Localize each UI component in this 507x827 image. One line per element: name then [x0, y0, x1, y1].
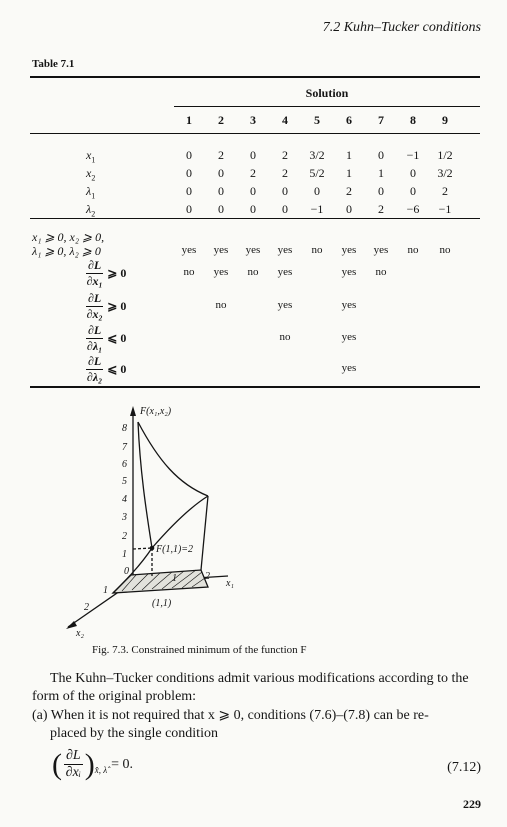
table-cell: no: [375, 266, 387, 278]
page-number: 229: [463, 797, 481, 811]
fraction-denominator: ∂λ₁: [86, 339, 103, 353]
equation-label: (7.12): [447, 760, 481, 775]
table-cell: 2: [218, 148, 224, 162]
solution-rule: [174, 106, 480, 107]
table-cell: 3/2: [437, 166, 453, 180]
fraction-denominator: ∂x₂: [86, 307, 103, 321]
table-cell: 2: [250, 166, 256, 180]
table-cell: 0: [186, 166, 192, 180]
left-paren: (: [52, 747, 62, 781]
table-top-rule: [30, 76, 480, 78]
condition-label-line1: x₁ ⩾ 0, x₂ ⩾ 0,: [32, 230, 105, 244]
derivative-fraction: [86, 323, 103, 354]
eq-rhs: = 0.: [111, 756, 134, 772]
table-cell: 2: [282, 166, 288, 180]
table-cell: yes: [277, 299, 293, 311]
column-header: 4: [282, 113, 288, 127]
table-cell: no: [311, 244, 323, 256]
column-header: 7: [378, 113, 384, 127]
x1-tick: 1: [172, 573, 177, 584]
table-cell: 0: [410, 166, 416, 180]
figure-7-3: [60, 400, 260, 640]
table-cell: 1: [346, 148, 352, 162]
f-axis-arrowhead: [130, 406, 136, 416]
table-cell: 2: [282, 148, 288, 162]
table-cell: no: [439, 244, 451, 256]
table-cell: 0: [378, 148, 384, 162]
derivative-fraction: [86, 291, 103, 322]
row-label-symbol: x: [86, 166, 92, 180]
x1-tick: 2: [205, 571, 210, 582]
fraction-numerator: ∂L: [88, 323, 102, 337]
y-tick: 3: [122, 512, 127, 523]
row-label: [86, 202, 95, 218]
table-cell: no: [407, 244, 419, 256]
table-bottom-rule: [30, 386, 480, 388]
derivative-condition-label: [86, 354, 126, 385]
table-cell: 0: [218, 184, 224, 198]
figure-caption: Fig. 7.3. Constrained minimum of the function F: [92, 644, 307, 656]
y-tick: 6: [122, 459, 127, 470]
table-cell: yes: [341, 244, 357, 256]
row-label-subscript: 2: [91, 209, 96, 219]
row-label-subscript: 2: [91, 173, 96, 183]
condition-label-line2: λ₁ ⩾ 0, λ₂ ⩾ 0: [32, 244, 101, 258]
fraction-denominator: ∂x₁: [86, 274, 103, 288]
derivative-condition-label: [86, 323, 126, 354]
table-cell: yes: [341, 362, 357, 374]
table-cell: 1: [378, 166, 384, 180]
table-cell: 0: [218, 202, 224, 216]
fraction-numerator: ∂L: [88, 258, 102, 272]
table-cell: 2: [346, 184, 352, 198]
table-cell: 0: [186, 148, 192, 162]
minimum-point: [150, 546, 155, 551]
table-cell: 0: [378, 184, 384, 198]
table-cell: yes: [181, 244, 197, 256]
item-a-line2: placed by the single condition: [50, 726, 218, 741]
surface-front-edge: [152, 496, 208, 548]
base-point-label: (1,1): [152, 598, 172, 609]
y-tick: 1: [122, 549, 127, 560]
column-header: 2: [218, 113, 224, 127]
origin-label: 0: [124, 566, 129, 577]
surface-right-edge: [201, 496, 208, 570]
equation-7-12: [52, 748, 133, 781]
table-cell: 0: [186, 202, 192, 216]
derivative-fraction: [86, 258, 103, 289]
table-cell: no: [215, 299, 227, 311]
table-cell: 0: [282, 202, 288, 216]
running-header: 7.2 Kuhn–Tucker conditions: [322, 20, 481, 35]
column-header: 3: [250, 113, 256, 127]
table-cell: 0: [250, 184, 256, 198]
table-cell: yes: [373, 244, 389, 256]
x2-tick: 2: [84, 602, 89, 613]
eq-subscript: x̂, λ̂: [94, 765, 108, 775]
f-axis-label: F(x₁,x₂): [140, 406, 172, 417]
x2-axis-label: x₂: [76, 628, 84, 639]
row-label-subscript: 1: [91, 155, 96, 165]
fraction-denominator: ∂λ₂: [86, 370, 103, 384]
relation: ⩾ 0: [107, 266, 127, 280]
surface-left-edge: [138, 422, 152, 548]
table-cell: 0: [186, 184, 192, 198]
right-paren: ): [84, 747, 95, 781]
derivative-fraction: [86, 354, 103, 385]
table-cell: 0: [218, 166, 224, 180]
column-header: 1: [186, 113, 192, 127]
fraction-numerator: ∂L: [88, 354, 102, 368]
relation: ⩽ 0: [107, 331, 127, 345]
table-cell: 0: [250, 202, 256, 216]
y-tick: 7: [122, 442, 127, 453]
body-paragraph: The Kuhn–Tucker conditions admit various modifications according to the form of the original problem:: [32, 671, 469, 704]
y-tick: 8: [122, 423, 127, 434]
table-cell: 1/2: [437, 148, 453, 162]
table-cell: yes: [341, 299, 357, 311]
x1-axis-label: x₁: [226, 578, 234, 589]
table-cell: yes: [213, 266, 229, 278]
table-cell: −1: [406, 148, 420, 162]
solution-header: Solution: [305, 86, 349, 100]
table-cell: yes: [245, 244, 261, 256]
y-tick: 5: [122, 476, 127, 487]
table-cell: 0: [314, 184, 320, 198]
table-cell: −6: [406, 202, 420, 216]
table-cell: 5/2: [309, 166, 325, 180]
table-cell: 0: [282, 184, 288, 198]
row-label: [86, 148, 95, 164]
table-cell: yes: [341, 266, 357, 278]
row-label-symbol: λ: [86, 184, 92, 198]
eq-denominator: ∂xᵢ: [65, 765, 82, 780]
y-tick: 2: [122, 531, 127, 542]
derivative-condition-label: [86, 291, 126, 322]
relation: ⩾ 0: [107, 299, 127, 313]
table-cell: 2: [378, 202, 384, 216]
header-rule: [30, 133, 480, 134]
table-cell: 2: [442, 184, 448, 198]
table-title: Table 7.1: [32, 58, 75, 70]
mid-rule: [30, 218, 480, 219]
relation: ⩽ 0: [107, 362, 127, 376]
surface-top-edge: [138, 422, 208, 496]
y-tick: 4: [122, 494, 127, 505]
min-guide: [133, 548, 152, 549]
row-label-subscript: 1: [91, 191, 96, 201]
derivative-condition-label: [86, 258, 126, 289]
table-cell: yes: [213, 244, 229, 256]
table-cell: 3/2: [309, 148, 325, 162]
table-cell: 0: [410, 184, 416, 198]
table-cell: yes: [277, 244, 293, 256]
table-cell: no: [247, 266, 259, 278]
row-label-symbol: x: [86, 148, 92, 162]
table-cell: 1: [346, 166, 352, 180]
table-cell: no: [183, 266, 195, 278]
eq-numerator: ∂L: [66, 748, 81, 763]
column-header: 6: [346, 113, 352, 127]
fraction-numerator: ∂L: [88, 291, 102, 305]
column-header: 5: [314, 113, 320, 127]
table-cell: 0: [346, 202, 352, 216]
item-a-line1: (a) When it is not required that x ⩾ 0, conditions (7.6)–(7.8) can be re-: [32, 708, 429, 723]
table-cell: −1: [438, 202, 452, 216]
table-cell: 0: [250, 148, 256, 162]
column-header: 9: [442, 113, 448, 127]
column-header: 8: [410, 113, 416, 127]
table-cell: yes: [277, 266, 293, 278]
row-label: [86, 166, 95, 182]
x2-tick: 1: [103, 585, 108, 596]
table-cell: −1: [310, 202, 324, 216]
point-label: F(1,1)=2: [156, 544, 194, 555]
row-label: [86, 184, 95, 200]
table-cell: no: [279, 331, 291, 343]
row-label-symbol: λ: [86, 202, 92, 216]
table-cell: yes: [341, 331, 357, 343]
